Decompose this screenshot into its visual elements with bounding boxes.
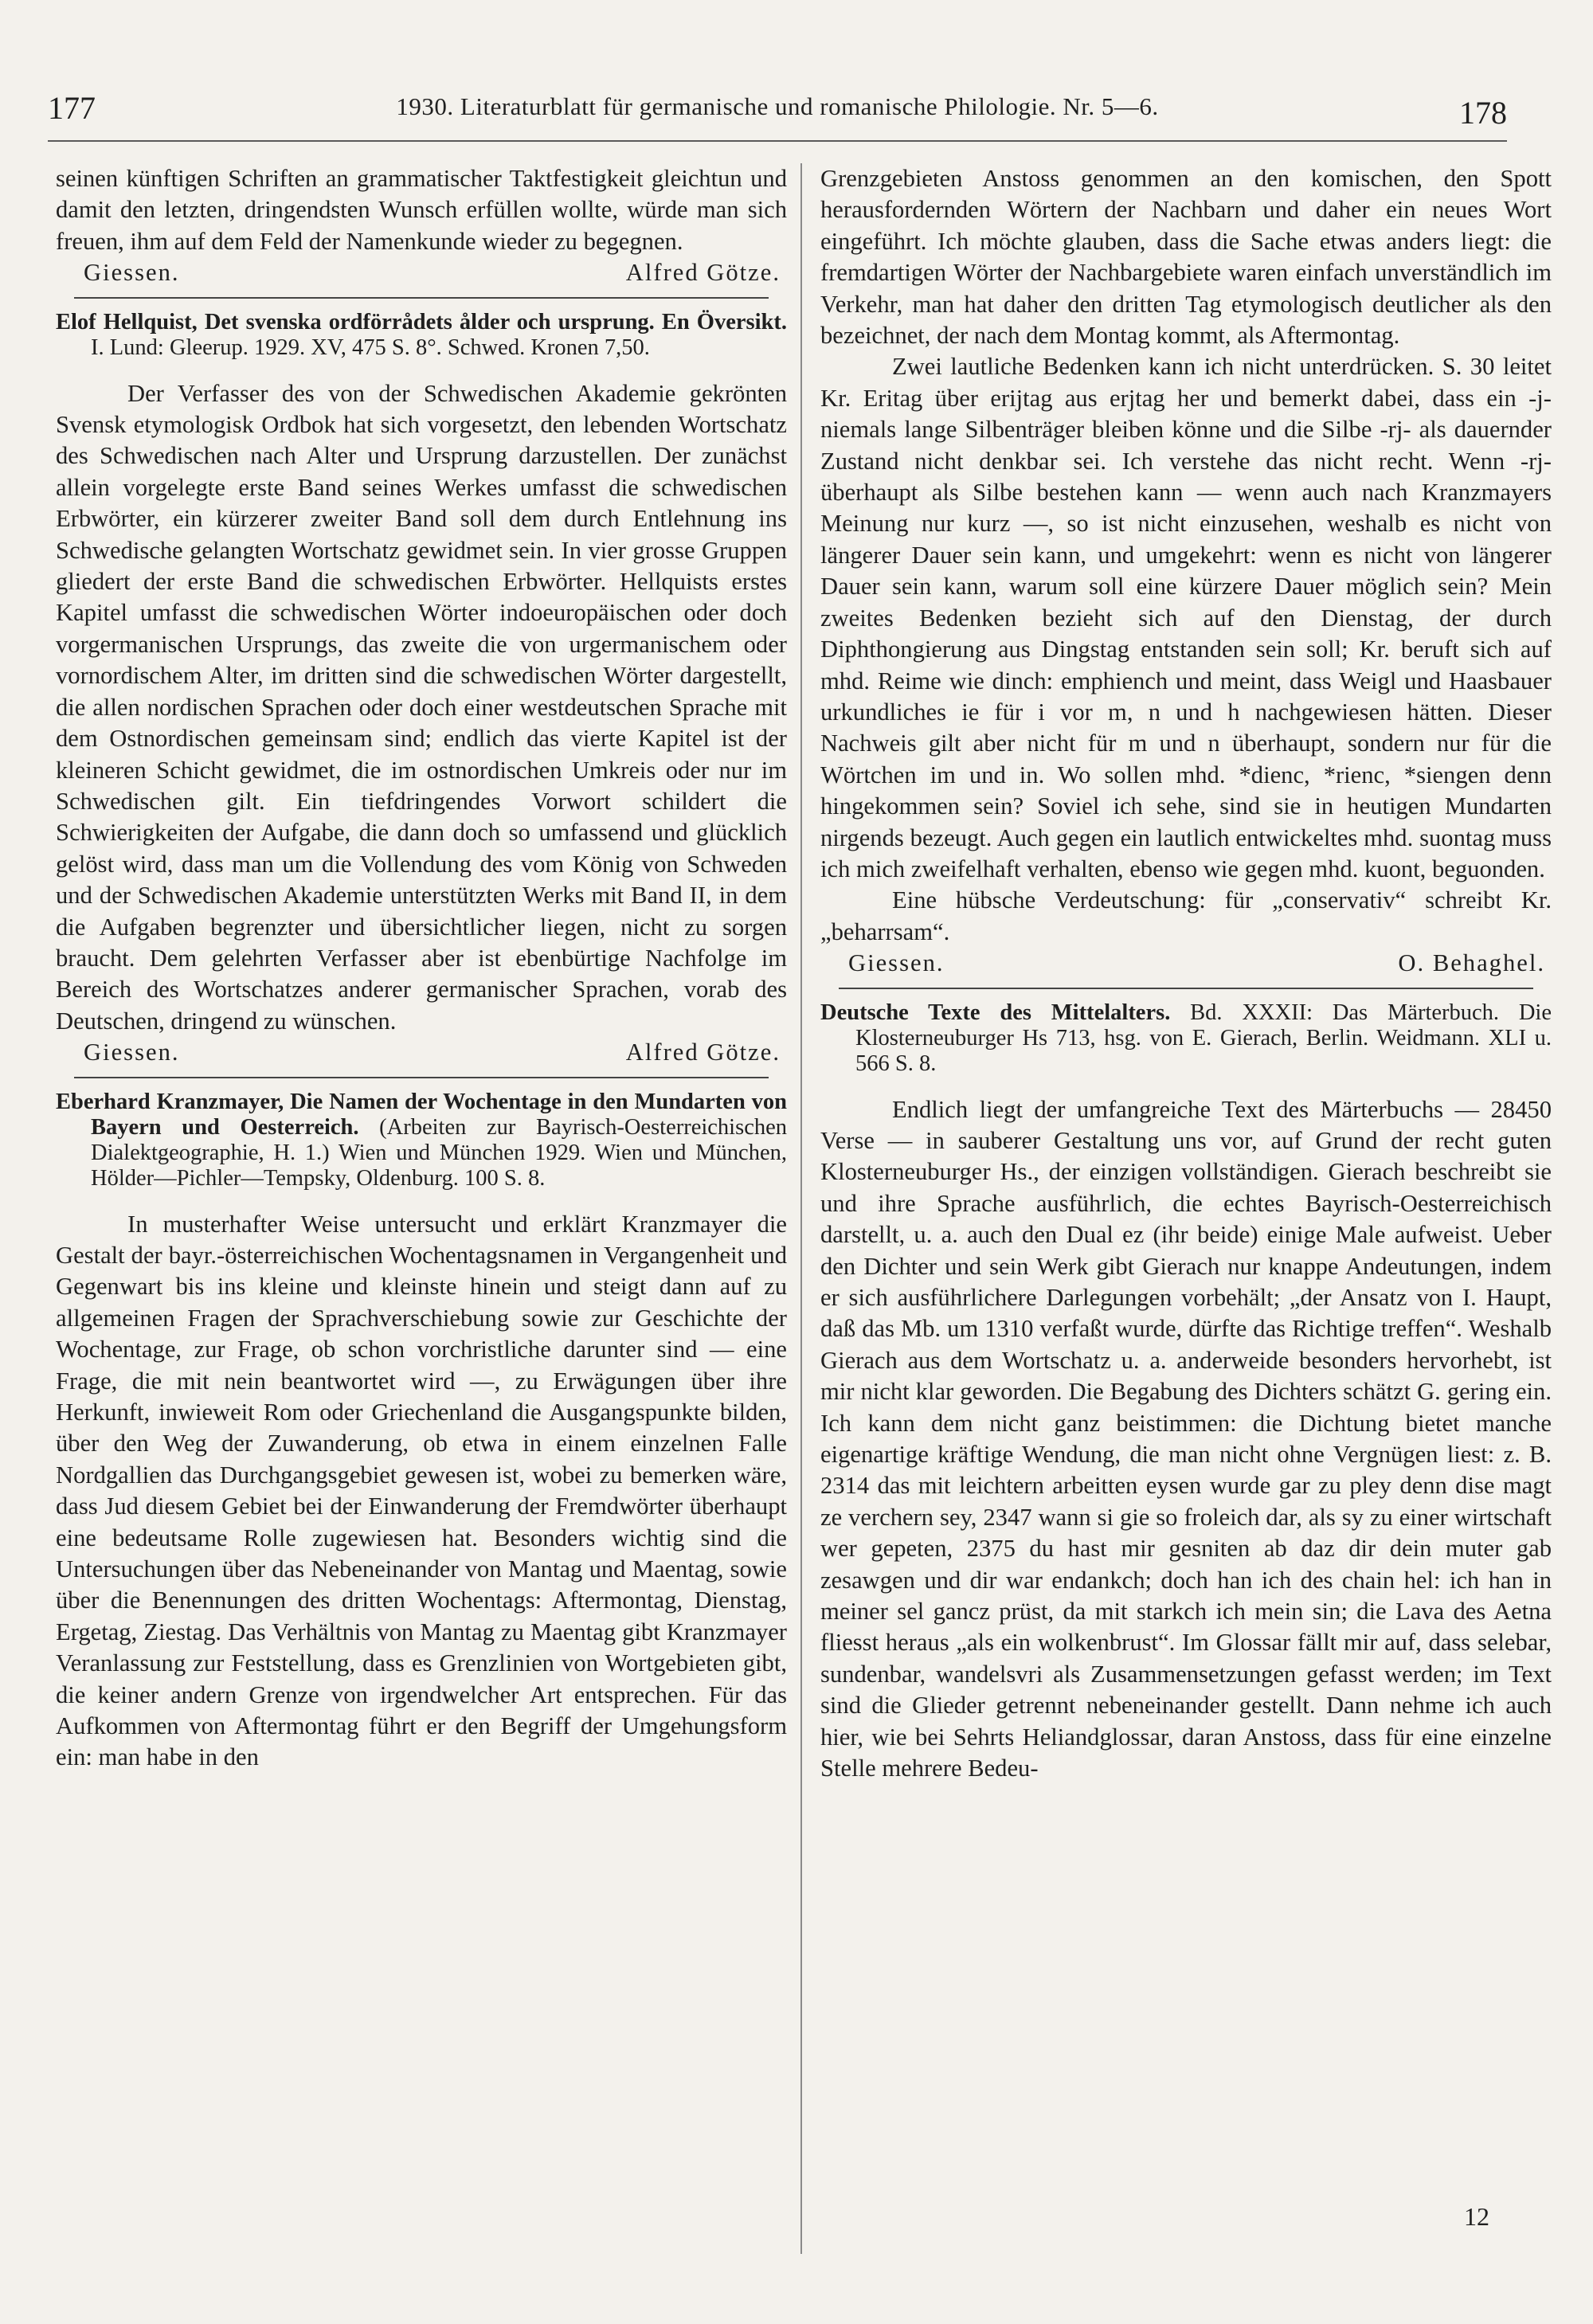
review-title: Det svenska ordförrådets ålder och ursprung. En Översikt. (204, 309, 787, 335)
paragraph: Grenzgebieten Anstoss genommen an den komischen, den Spott herausfordernden Wörtern der Nachbarn und daher ein neues Wort eingeführt. Ich möchte glauben, dass die Sache etwas anders liegt: die fremdartigen Wörter der Nachbargebiete waren einfach unverständlich im Verkehr, man hat daher den dritten Tag etymologisch deutlicher als den bezeichnet, der nach dem Montag kommt, als Aftermontag. (820, 165, 1552, 350)
review-author: Eberhard Kranzmayer, (56, 1089, 284, 1114)
signature-place: Giessen. (84, 1039, 180, 1066)
signature-mark: 12 (1464, 2202, 1489, 2231)
review-heading (820, 1000, 1552, 1077)
signature-place: Giessen. (848, 949, 945, 977)
section-rule (74, 297, 769, 299)
review-details: (Arbeiten zur Bayrisch-Oesterreichischen Dialektgeographie, H. 1.) Wien und München 1929. Wien und München, Hölder—Pichler—Tempsky, Oldenburg. 100 S. 8. (91, 1114, 787, 1191)
review-heading (56, 1090, 787, 1191)
review-title: Die Namen der Wochentage in den Mundarten von Bayern und Oesterreich. (91, 1089, 787, 1140)
page-number-left: 177 (48, 90, 96, 126)
signature (820, 948, 1552, 979)
signature-place: Giessen. (84, 259, 180, 287)
review-author: Elof Hellquist, (56, 309, 198, 335)
review-details: Bd. XXXII: Das Märterbuch. Die Klosterneuburger Hs 713, hsg. von E. Gierach, Berlin. Weidmann. XLI u. 566 S. 8. (855, 1000, 1552, 1076)
paragraph: seinen künftigen Schriften an grammatischer Taktfestigkeit gleichtun und damit den letzten, dringendsten Wunsch erfüllen wollte, würde man sich freuen, ihm auf dem Feld der Namenkunde wieder zu begegnen. (56, 165, 787, 255)
signature-name: O. Behaghel. (1398, 949, 1545, 977)
left-column (56, 163, 787, 1774)
right-column (820, 163, 1552, 1785)
paragraph: In musterhafter Weise untersucht und erklärt Kranzmayer die Gestalt der bayr.-österreichischen Wochentagsnamen in Vergangenheit und Gegenwart bis ins kleine und kleinste hinein und steigt dann auf zu allgemeinen Fragen der Sprachverschiebung sowie zur Geschichte der Wochentage, zur Frage, ob schon vorchristliche darunter sind — eine Frage, die mit nein beantwortet wird —, zu Erwägungen über ihre Herkunft, inwieweit Rom oder Griechenland die Ausgangspunkte bilden, über den Weg der Zuwanderung, ob etwa in einem einzelnen Falle Nordgallien das Durchgangsgebiet gewesen ist, wobei zu bemerken wäre, dass Jud diesem Gebiet bei der Einwanderung der Fremdwörter überhaupt eine bedeutsame Rolle zugewiesen hat. Besonders wichtig sind die Untersuchungen über das Nebeneinander von Mantag und Maentag, sowie über die Benennungen des dritten Wochentags: Aftermontag, Dienstag, Ergetag, Ziestag. Das Verhältnis von Mantag zu Maentag gibt Kranzmayer Veranlassung zur Feststellung, dass es Grenzlinien von Wortgebieten gibt, die keiner andern Grenze von irgendwelcher Art entsprechen. Für das Aufkommen von Aftermontag führt er den Begriff der Umgehungsform ein: man habe in den (56, 1210, 787, 1771)
paragraph: Der Verfasser des von der Schwedischen Akademie gekrönten Svensk etymologisk Ordbok hat sich vorgesetzt, den lebenden Wortschatz des Schwedischen nach Alter und Ursprung darzustellen. Der zunächst allein vorgelegte erste Band seines Werkes umfasst die schwedischen Erbwörter, ein kürzerer zweiter Band soll dem durch Entlehnung ins Schwedische gelangten Wortschatz gewidmet sein. In vier grosse Gruppen gliedert der erste Band die schwedischen Erbwörter. Hellquists erstes Kapitel umfasst die schwedischen Wörter indoeuropäischen oder doch vorgermanischen Ursprungs, das zweite die von urgermanischem oder vornordischem Alter, im dritten sind die schwedischen Wörter dargestellt, die allen nordischen Sprachen oder doch einer westdeutschen Sprache mit dem Ostnordischen gemeinsam sind; endlich das vierte Kapitel ist der kleineren Schicht gewidmet, die im ostnordischen Umkreis oder nur im Schwedischen gilt. Ein tiefdringendes Vorwort schildert die Schwierigkeiten der Aufgabe, die dann doch so umfassend und glücklich gelöst wird, dass man um die Vollendung des vom König von Schweden und der Schwedischen Akademie unterstützten Werks mit Band II, in dem die Aufgaben begrenzter und übersichtlicher liegen, nicht zu sorgen braucht. Dem gelehrten Verfasser aber ist ebenbürtige Nachfolge im Bereich des Wortschatzes anderer germanischer Sprachen, vorab des Deutschen, dringend zu wünschen. (56, 379, 787, 1035)
page-number-right: 178 (1459, 95, 1507, 131)
paragraph: Zwei lautliche Bedenken kann ich nicht unterdrücken. S. 30 leitet Kr. Eritag über erijtag aus erjtag her und bemerkt dabei, dass ein -j- niemals lange Silbenträger bleiben könne und die Silbe -rj- als dauernder Zustand nicht denkbar sei. Ich verstehe das nicht recht. Wenn -rj- überhaupt als Silbe bestehen kann — wenn auch nach Kranzmayers Meinung nur kurz —, so ist nicht einzusehen, weshalb es nicht von längerer Dauer sein kann, und umgekehrt: wenn es nicht von längerer Dauer sein kann, warum soll eine kürzere Dauer möglich sein? Mein zweites Bedenken bezieht sich auf den Dienstag, der durch Diphthongierung aus Dingstag entstanden sein soll; Kr. beruft sich auf mhd. Reime wie dinch: emphiench und meint, dass Weigl und Haasbauer urkundliches ie für i vor m, n und h nachgewiesen hätten. Dieser Nachweis gilt aber nicht für m und n überhaupt, sondern nur für die Wörtchen im und in. Wo sollen mhd. *dienc, *rienc, *siengen denn hingekommen sein? Soviel ich sehe, sind sie in heutigen Mundarten nirgends bezeugt. Auch gegen ein lautlich entwickeltes mhd. suontag muss ich mich zweifelhaft verhalten, ebenso wie gegen mhd. kuont, beguonden. (820, 353, 1552, 882)
section-rule (839, 988, 1533, 989)
paragraph: Eine hübsche Verdeutschung: für „conservativ“ schreibt Kr. „beharrsam“. (820, 886, 1552, 945)
header-rule (48, 140, 1507, 142)
review-details: I. Lund: Gleerup. 1929. XV, 475 S. 8°. Schwed. Kronen 7,50. (91, 335, 650, 360)
running-title: 1930. Literaturblatt für germanische und romanische Philologie. Nr. 5—6. (396, 92, 1159, 120)
signature-name: Alfred Götze. (625, 1039, 781, 1066)
review-title: Deutsche Texte des Mittelalters. (820, 1000, 1171, 1025)
section-rule (74, 1077, 769, 1078)
review-heading (56, 310, 787, 361)
signature (56, 257, 787, 288)
signature-name: Alfred Götze. (625, 259, 781, 287)
page-header (48, 89, 1507, 140)
signature (56, 1037, 787, 1068)
paragraph: Endlich liegt der umfangreiche Text des Märterbuchs — 28450 Verse — in sauberer Gestaltung uns vor, auf Grund der recht guten Klosterneuburger Hs., der einzigen vollständigen. Gierach beschreibt sie und ihre Sprache ausführlich, die echtes Bayrisch-Oesterreichisch darstellt, u. a. auch den Dual ez (ihr beide) einige Male aufweist. Ueber den Dichter und sein Werk gibt Gierach nur knappe Andeutungen, indem er sich ausführlichere Darlegungen vorbehält; „der Ansatz von I. Haupt, daß das Mb. um 1310 verfaßt wurde, dürfte das Richtige treffen“. Weshalb Gierach aus dem Wortschatz u. a. anderweide besonders hervorhebt, ist mir nicht klar geworden. Die Begabung des Dichters schätzt G. gering ein. Ich kann dem nicht ganz beistimmen: die Dichtung bietet manche eigenartige kräftige Wendung, die man nicht ohne Vergnügen liest: z. B. 2314 das mit leichtern arbeitten eysen wurde gar zu pley denn dise magt ze verchern sey, 2347 wann si gie so froleich dar, als sy zu einer wirtschaft wer gepeten, 2375 du hast mir gesniten ab daz dir dein muter gab zesawgen und dir war endankch; doch han ich des chain hel: ich han in meiner sel gancz prüst, da mit starkch ich mein sin; die Lava des Aetna fliesst heraus „als ein wolkenbrust“. Im Glossar fällt mir auf, dass selebar, sundenbar, wandelsvri als Zusammensetzungen gefasst werden; im Text sind die Glieder getrennt nebeneinander gestellt. Dann nehme ich auch hier, wie bei Sehrts Heliandglossar, daran Anstoss, dass für eine einzelne Stelle mehrere Bedeu- (820, 1095, 1552, 1782)
column-divider (800, 163, 802, 2254)
